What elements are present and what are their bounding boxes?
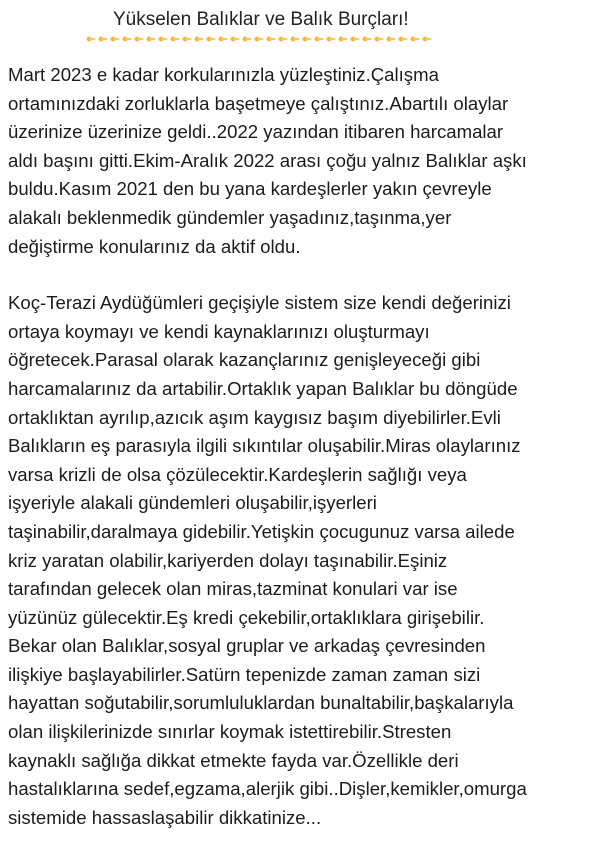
text-line: Mart 2023 e kadar korkularınızla yüzleştiniz.Çalışma xyxy=(8,64,439,85)
text-line: hayattan soğutabilir,sorumluluklardan bunaltabilir,başkalarıyla xyxy=(8,692,514,714)
text-line: değiştirme konularınız da aktif oldu. xyxy=(8,235,301,257)
text-line: Bekar olan Balıklar,sosyal gruplar ve arkadaş çevresinden xyxy=(8,635,486,657)
post-header xyxy=(0,6,605,50)
text-line: tarafından gelecek olan miras,tazminat konulari var ise xyxy=(8,578,458,600)
paragraph-spacer xyxy=(8,261,602,289)
text-line: Koç-Terazi Aydüğümleri geçişiyle sistem size kendi değerinizi xyxy=(8,292,511,314)
text-line: ilişkiye başlayabilirler.Satürn tepenizde zaman zaman sizi xyxy=(8,663,481,685)
text-line: harcamalarınız da artabilir.Ortaklık yapan Balıklar bu döngüde xyxy=(8,377,518,399)
text-line: Balıkların eş parasıyla ilgili sıkıntılar oluşabilir.Miras olaylarınız xyxy=(8,435,521,457)
text-line: aldı başını gitti.Ekim-Aralık 2022 arası çoğu yalnız Balıklar aşkı xyxy=(8,149,527,171)
text-line: hastalıklarına sedef,egzama,alerjik gibi..Dişler,kemikler,omurga xyxy=(8,778,527,800)
paragraph-1 xyxy=(8,61,602,261)
text-line: işyeriyle alakali gündemleri oluşabilir,işyerleri xyxy=(8,492,377,514)
text-line: kriz yaratan olabilir,kariyerden dolayı taşınabilir.Eşiniz xyxy=(8,549,448,571)
text-line: varsa krizli de olsa çözülecektir.Kardeşlerin sağlığı veya xyxy=(8,463,467,485)
text-line: yüzünüz gülecektir.Eş kredi çekebilir,ortaklıklara girişebilir. xyxy=(8,606,485,628)
post-body xyxy=(8,61,602,832)
text-line: taşinabilir,daralmaya gidebilir.Yetişkin çocugunuz varsa ailede xyxy=(8,520,515,542)
text-line: kaynaklı sağlığa dikkat etmekte fayda var.Özellikle deri xyxy=(8,749,459,771)
title-divider xyxy=(86,36,431,42)
text-line: alakalı beklenmedik gündemler yaşadınız,taşınma,yer xyxy=(8,206,452,228)
text-line: üzerinize üzerinize geldi..2022 yazından itibaren harcamalar xyxy=(8,121,504,143)
post-title: Yükselen Balıklar ve Balık Burçları! xyxy=(113,9,409,30)
text-line: ortaya koymayı ve kendi kaynaklarınızı oluşturmayı xyxy=(8,320,430,342)
paragraph-2 xyxy=(8,289,602,832)
text-line: ortaklıktan ayrılıp,azıcık aşım kaygısız başım diyebilirler.Evli xyxy=(8,406,501,428)
text-line: buldu.Kasım 2021 den bu yana kardeşlerler yakın çevreyle xyxy=(8,178,492,200)
text-line: olan ilişkilerinizde sınırlar koymak istettirebilir.Stresten xyxy=(8,721,452,743)
text-line: sistemide hassaslaşabilir dikkatinize... xyxy=(8,806,322,828)
text-line: ortamınızdaki zorluklarla başetmeye çalıştınız.Abartılı olaylar xyxy=(8,92,509,114)
text-line: öğretecek.Parasal olarak kazançlarınız genişleyeceği gibi xyxy=(8,349,481,371)
